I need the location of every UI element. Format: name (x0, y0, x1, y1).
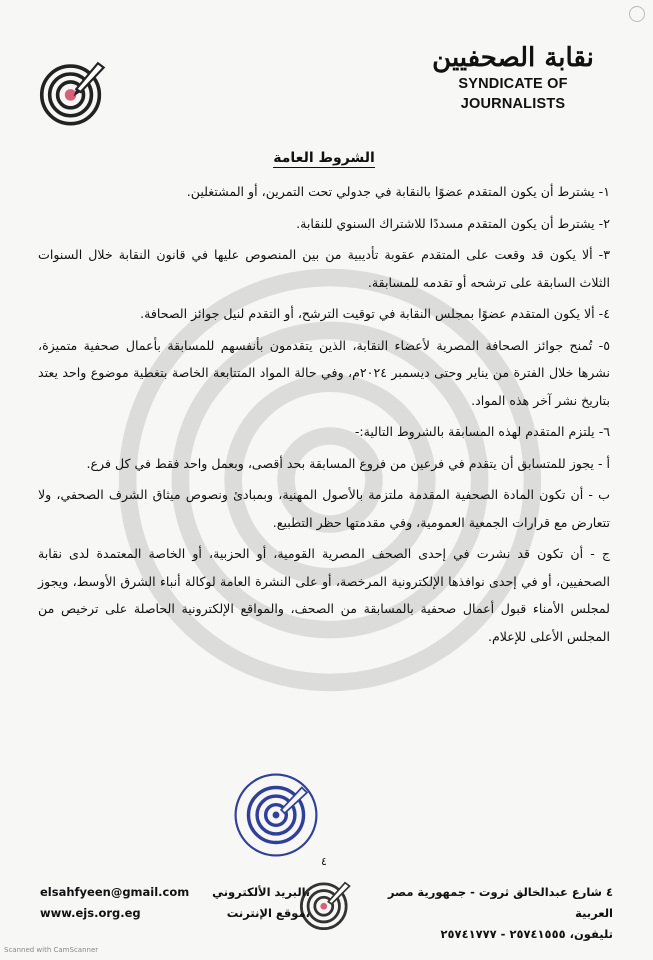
condition-5: ٥- تُمنح جوائز الصحافة المصرية لأعضاء النقابة، الذين يتقدمون بأنفسهم للمسابقة بأعمال صحفية متميزة، نشرها خلال الفترة من يناير وحتى ديسمبر ٢٠٢٤م، وفي حالة المواد المتتابعة الخاصة بتغطية موضوع واحد يعتد بتاريخ نشر آخر هذه المواد. (38, 337, 610, 408)
footer-website-label: موقع الإنترنت، (226, 906, 310, 920)
document-body (38, 150, 610, 654)
footer-website[interactable]: www.ejs.org.eg (40, 906, 141, 920)
footer-email[interactable]: elsahfyeen@gmail.com (40, 885, 190, 899)
scanner-watermark: Scanned with CamScanner (4, 946, 99, 954)
condition-3: ٣- ألا يكون قد وقعت على المتقدم عقوبة تأديبية من بين المنصوص عليها في قانون النقابة خلال السنوات الثلاث السابقة على ترشحه أو تقدمه للمسابقة. (38, 247, 610, 290)
condition-6: ٦- يلتزم المتقدم لهذه المسابقة بالشروط التالية:- (354, 424, 610, 439)
letterhead (0, 0, 653, 130)
footer-contact-block (40, 882, 310, 924)
syndicate-logo-icon (36, 56, 108, 128)
section-title: الشروط العامة (273, 150, 375, 166)
condition-2: ٢- يشترط أن يكون المتقدم مسددًا للاشتراك السنوي للنقابة. (296, 215, 610, 231)
footer-email-label: البريد الألكتروني، (212, 885, 310, 899)
page-number: ٤ (321, 855, 327, 868)
footer-website-row (40, 903, 310, 924)
brand-block (413, 42, 613, 112)
condition-4: ٤- ألا يكون المتقدم عضوًا بمجلس النقابة في توقيت الترشح، أو التقدم لنيل جوائز الصحافة. (140, 306, 610, 321)
footer-phones: تليفون، ٢٥٧٤١٥٥٥ - ٢٥٧٤١٧٧٧ (440, 927, 613, 941)
condition-1: ١- يشترط أن يكون المتقدم عضوًا بالنقابة في جدولي تحت التمرين، أو المشتغلين. (186, 184, 610, 199)
condition-6b: ب - أن تكون المادة الصحفية المقدمة ملتزمة بالأصول المهنية، وبمبادئ ونصوص ميثاق الشرف الصحفي، ولا تتعارض مع قرارات الجمعية العمومية، وفي مقدمتها حظر التطبيع. (38, 487, 610, 530)
condition-6a: أ - يجوز للمتسابق أن يتقدم في فرعين من فروع المسابقة بحد أقصى، وبعمل واحد فقط في كل فرع. (86, 455, 610, 471)
brand-english: SYNDICATE OF JOURNALISTS (458, 76, 568, 112)
condition-6c: ج - أن تكون قد نشرت في إحدى الصحف المصرية القومية، أو الحزبية، أو الخاصة المعتمدة لدى نقابة الصحفيين، أو في إحدى نوافذها الإلكترونية المرخصة، أو على النشرة العامة لوكالة أنباء الشرق الأوسط، ويجوز لمجلس الأمناء قبول أعمال صحفية بالمسابقة من الصحف، والمواقع الإلكترونية الحاصلة على ترخيص من المجلس الأعلى للإعلام. (38, 546, 610, 644)
official-stamp-icon (233, 772, 319, 858)
footer-address: ٤ شارع عبدالخالق ثروت - جمهورية مصر العربية (387, 885, 613, 920)
footer (0, 870, 653, 960)
brand-arabic: نقابة الصحفيين (432, 43, 594, 73)
corner-mark (629, 6, 645, 22)
footer-email-row (40, 882, 310, 903)
footer-address-block (353, 882, 613, 945)
